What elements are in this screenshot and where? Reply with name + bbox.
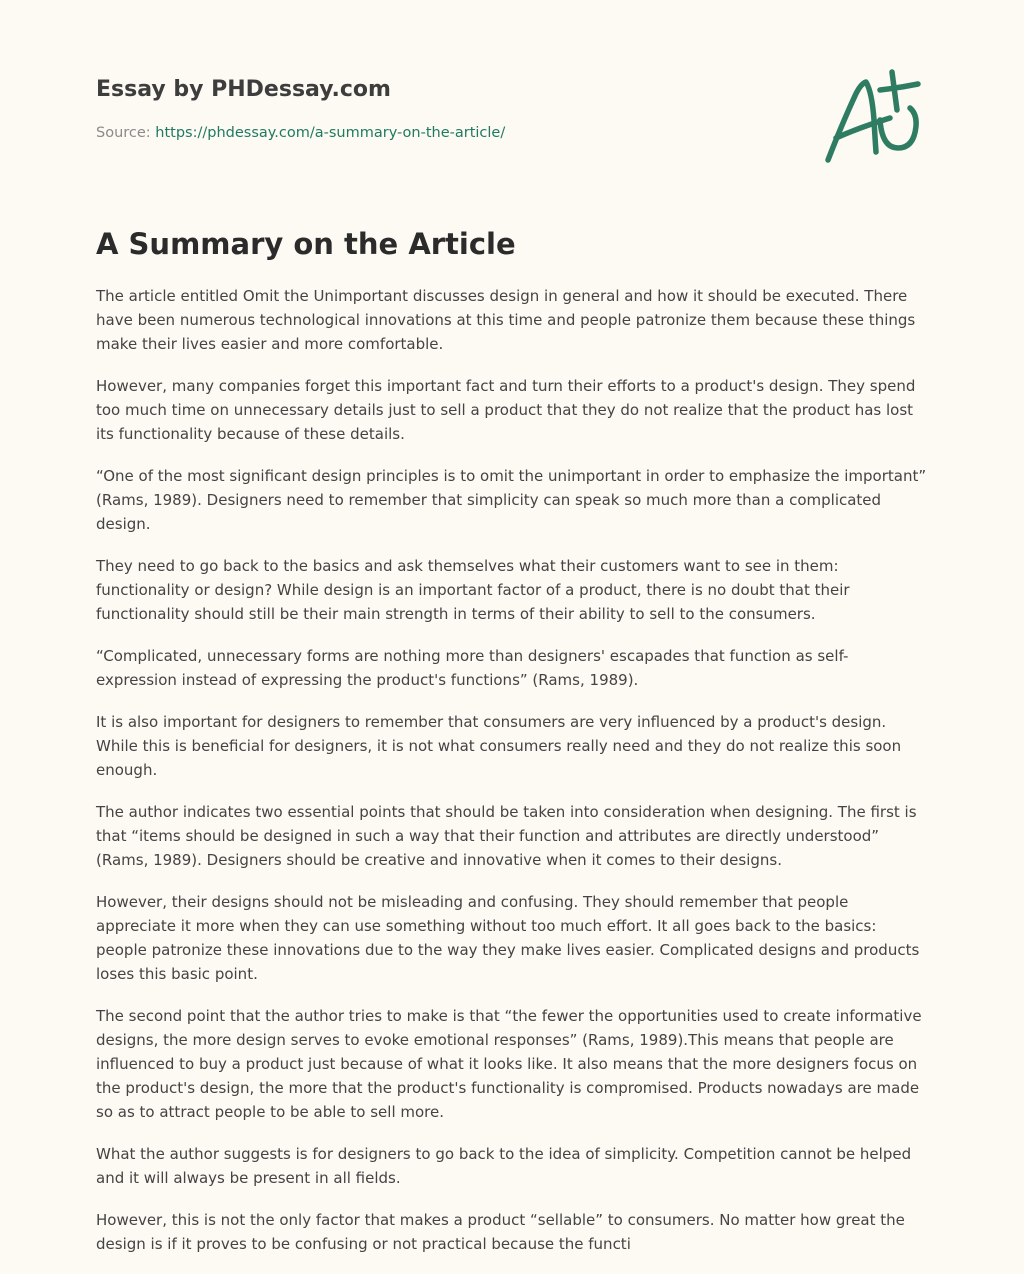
article-title: A Summary on the Article bbox=[96, 227, 516, 261]
paragraph: They need to go back to the basics and ask themselves what their customers want to see in them: functionality or design? While design is an important factor of a product, there is no doubt that their functionality should still be their main strength in terms of their ability to sell to the consumers. bbox=[96, 557, 850, 623]
paragraph: It is also important for designers to remember that consumers are very influenced by a product's design. While this is beneficial for designers, it is not what consumers really need and they do not realize this soon enough. bbox=[96, 713, 902, 779]
paragraph: The second point that the author tries to make is that “the fewer the opportunities used to create informative designs, the more design serves to evoke emotional responses” (Rams, 1989).This means that people are influenced to buy a product just because of what it looks like. It also means that the more designers focus on the product's design, the more that the product's functionality is compromised. Products nowadays are made so as to attract people to be able to sell more. bbox=[96, 1007, 922, 1121]
a-plus-logo-icon bbox=[818, 68, 928, 168]
source-label: Source: bbox=[96, 125, 151, 141]
source-link[interactable]: https://phdessay.com/a-summary-on-the-article/ bbox=[155, 125, 506, 141]
paragraph: “Complicated, unnecessary forms are nothing more than designers' escapades that function as self-expression instead of expressing the product's functions” (Rams, 1989). bbox=[96, 647, 849, 689]
site-brand: Essay by PHDessay.com bbox=[96, 77, 391, 102]
paragraph: What the author suggests is for designers to go back to the idea of simplicity. Competition cannot be helped and it will always be present in all fields. bbox=[96, 1145, 912, 1187]
article-body bbox=[96, 284, 928, 1274]
paragraph: The author indicates two essential points that should be taken into consideration when designing. The first is that “items should be designed in such a way that their function and attributes are directly understood” (Rams, 1989). Designers should be creative and innovative when it comes to their designs. bbox=[96, 803, 917, 869]
paragraph: However, many companies forget this important fact and turn their efforts to a product's design. They spend too much time on unnecessary details just to sell a product that they do not realize that the product has lost its functionality because of these details. bbox=[96, 377, 916, 443]
paragraph: However, this is not the only factor that makes a product “sellable” to consumers. No matter how great the design is if it proves to be confusing or not practical because the functi bbox=[96, 1211, 905, 1253]
paragraph: However, their designs should not be misleading and confusing. They should remember that people appreciate it more when they can use something without too much effort. It all goes back to the basics: people patronize these innovations due to the way they make lives easier. Complicated designs and products loses this basic point. bbox=[96, 893, 920, 983]
paragraph: The article entitled Omit the Unimportant discusses design in general and how it should be executed. There have been numerous technological innovations at this time and people patronize them because these things make their lives easier and more comfortable. bbox=[96, 287, 916, 353]
paragraph: “One of the most significant design principles is to omit the unimportant in order to emphasize the important” (Rams, 1989). Designers need to remember that simplicity can speak so much more than a complicated design. bbox=[96, 467, 927, 533]
source-line bbox=[96, 123, 505, 143]
